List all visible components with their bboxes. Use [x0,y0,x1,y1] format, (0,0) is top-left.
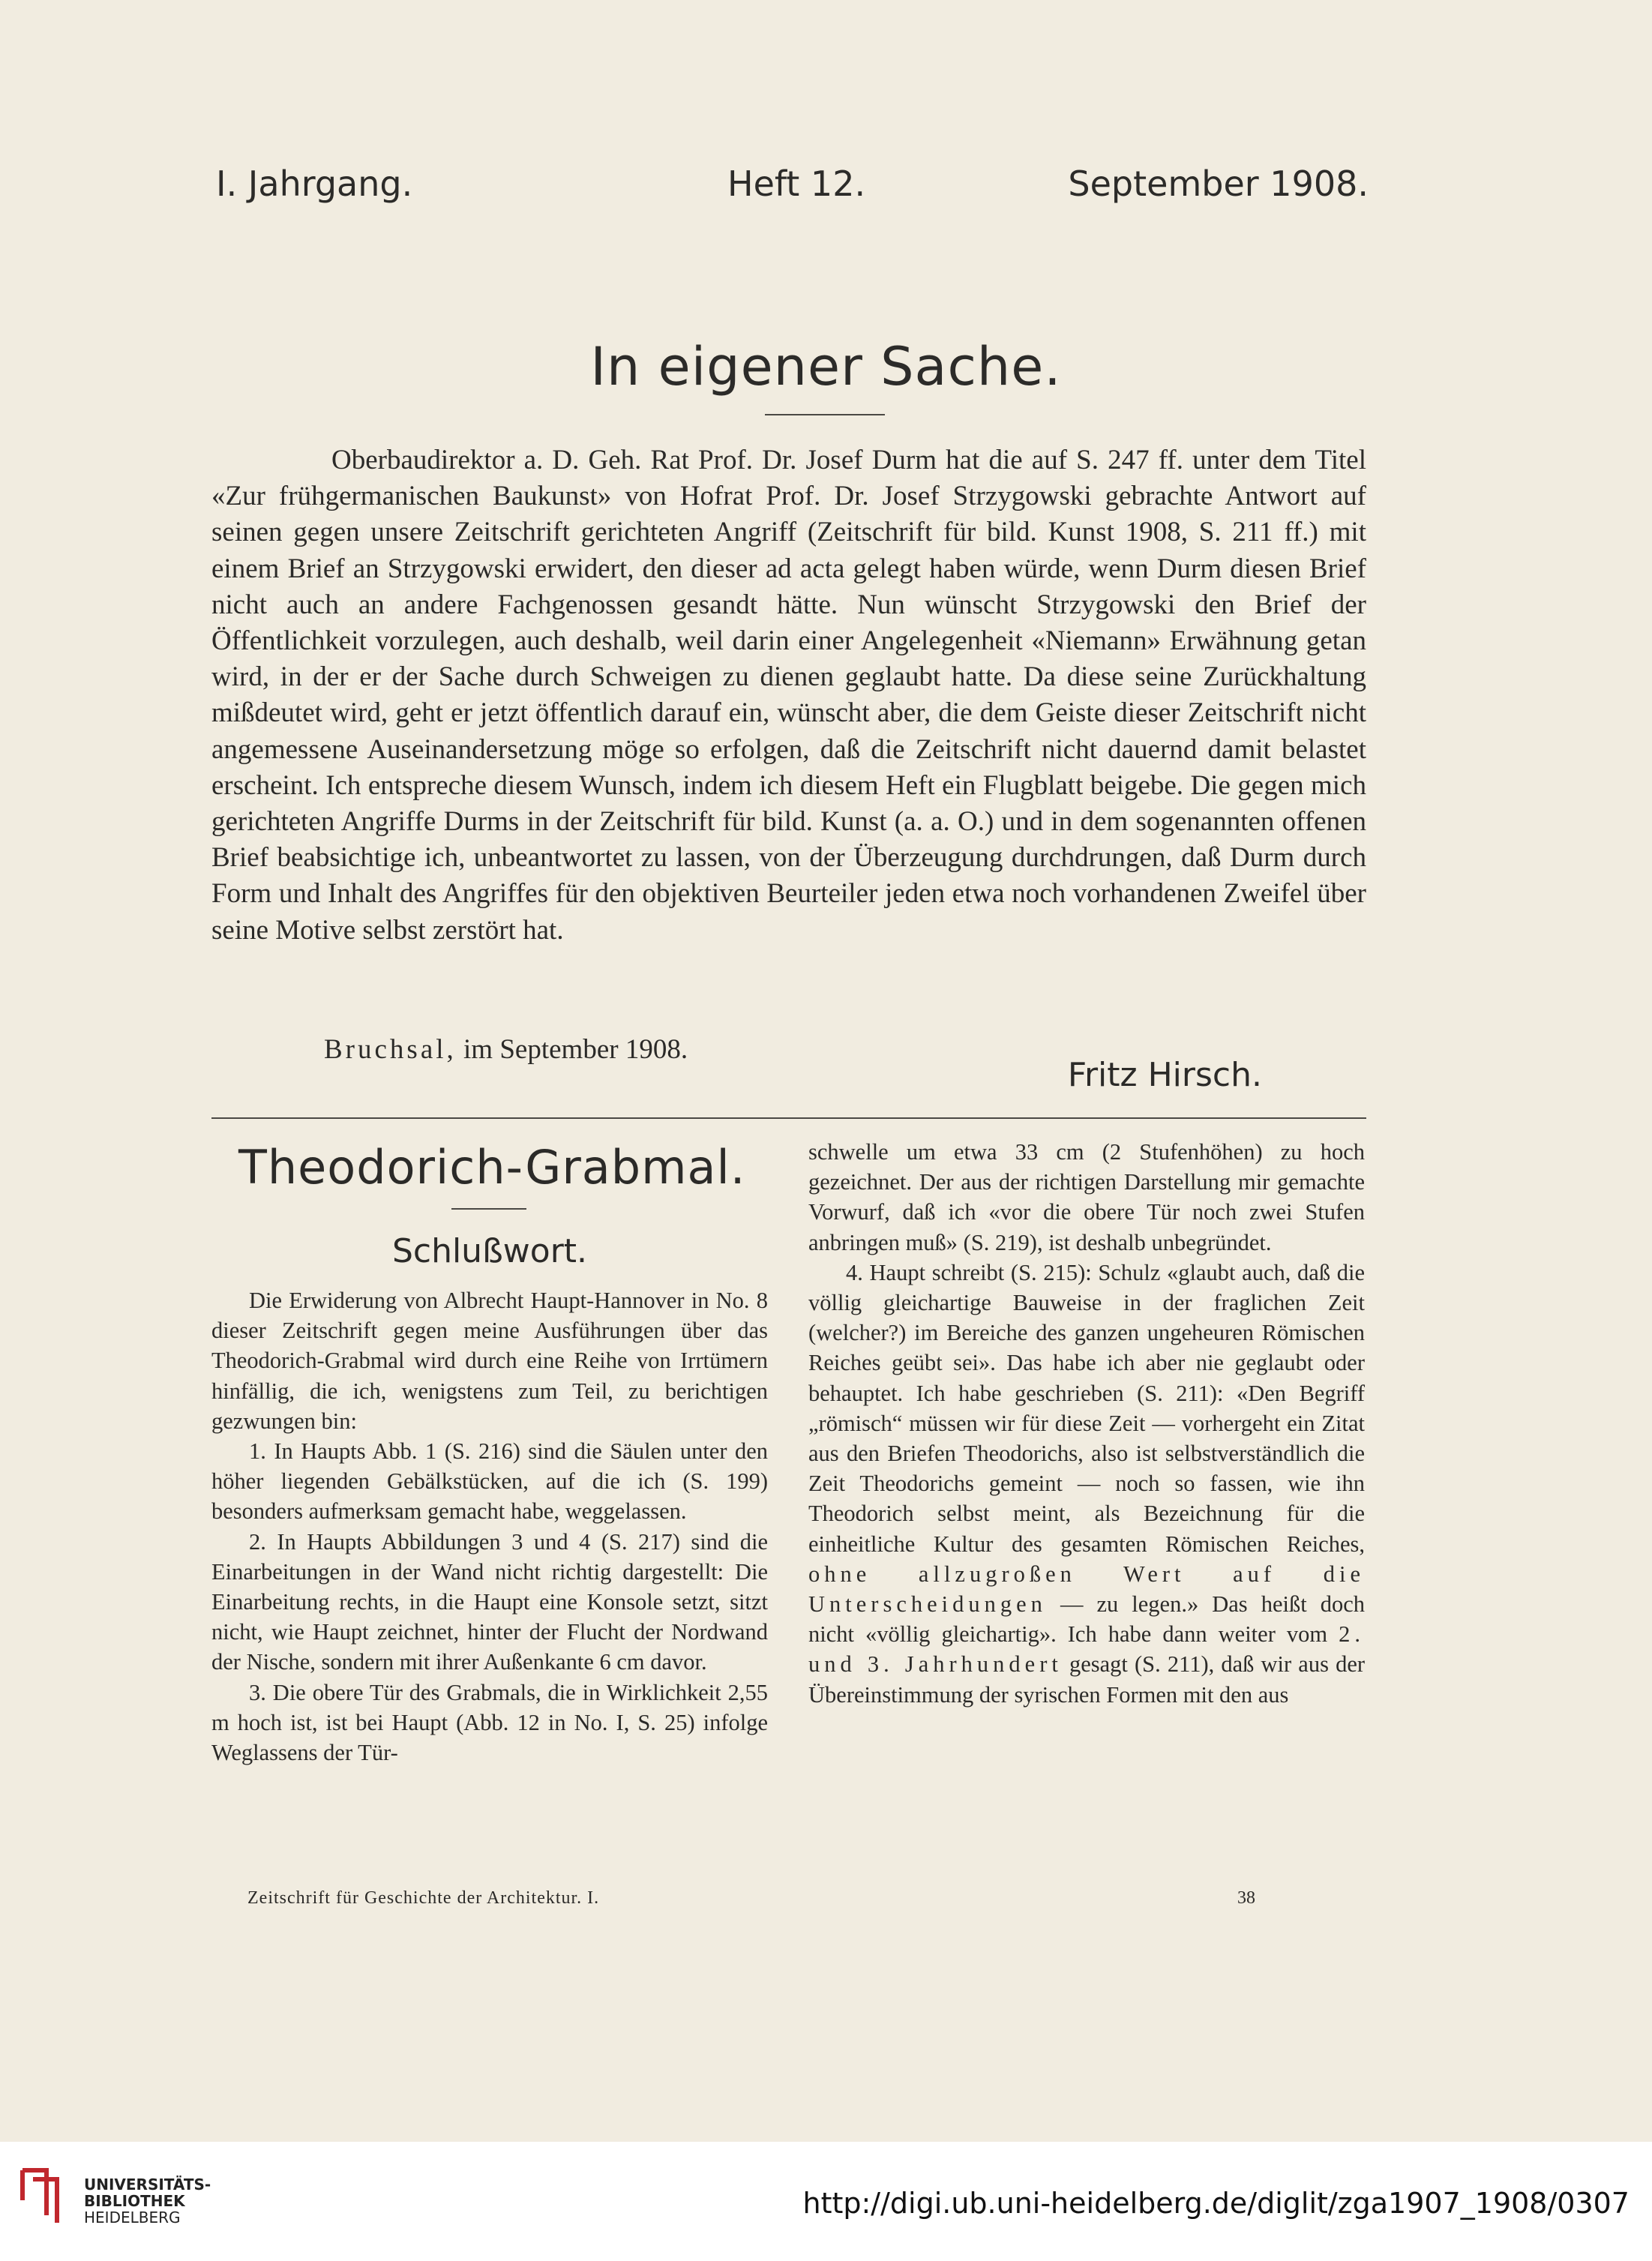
title-rule [765,414,885,415]
editorial-place-date [324,1033,688,1066]
emphasized-text: 2. und 3. Jahrhundert [808,1621,1366,1678]
editorial-body: Oberbaudirektor a. D. Geh. Rat Prof. Dr. Josef Durm hat die auf S. 247 ff. unter dem Titel «Zur frühgermanischen Baukunst» von Hofrat Prof. Dr. Josef Strzygowski gebrachte Antwort auf seinen gegen unsere Zeitschrift gerichteten Angriff (Zeitschrift für bild. Kunst 1908, S. 211 ff.) mit einem Brief an Strzygowski erwidert, den dieser ad acta gelegt haben würde, wenn Durm diesen Brief nicht auch an andere Fachgenossen gesandt hätte. Nun wünscht Strzygowski den Brief der Öffentlichkeit vorzulegen, auch deshalb, weil darin einer Angelegenheit «Niemann» Erwähnung getan wird, in der er der Sache durch Schweigen zu dienen geglaubt hatte. Da diese seine Zurückhaltung mißdeutet wird, geht er jetzt öffentlich darauf ein, wünscht aber, die dem Geiste dieser Zeitschrift nicht angemessene Auseinandersetzung möge so erfolgen, daß die Zeitschrift nicht dauernd damit belastet erscheint. Ich entspreche diesem Wunsch, indem ich diesem Heft ein Flugblatt beigebe. Die gegen mich gerichteten Angriffe Durms in der Zeitschrift für bild. Kunst (a. a. O.) und in dem sogenannten offenen Brief beabsichtige ich, unbeantwortet zu lassen, von der Überzeugung durchdrungen, daß Durm durch Form und Inhalt des Angriffes für den objektiven Beurteiler jeden etwa noch vorhandenen Zweifel über seine Motive selbst zerstört hat. [211,445,1366,946]
article-paragraph: schwelle um etwa 33 cm (2 Stufenhöhen) zu hoch gezeichnet. Der aus der richtigen Darstellung mir gemachte Vorwurf, daß ich «vor die obere Tür noch zwei Stufen anbringen muß» (S. 219), ist deshalb unbegründet. [808,1139,1365,1255]
library-logo-icon [16,2163,64,2226]
article-paragraph [808,1258,1365,1710]
library-bar [0,2142,1652,2261]
article-paragraph: 3. Die obere Tür des Grabmals, die in Wirklichkeit 2,55 m hoch ist, ist bei Haupt (Abb. 12 in No. I, S. 25) infolge Weglassens der Tür- [211,1679,768,1766]
article-right-column [808,1137,1365,1710]
text-run: 4. Haupt schreibt (S. 215): Schulz «glaubt auch, daß die völlig gleichartige Bauweise in der fraglichen Zeit (welcher?) im Bereiche des ganzen ungeheuren Römischen Reiches geübt sei». Das habe ich aber nie geglaubt oder behauptet. Ich habe geschrieben (S. 211): «Den Begriff „römisch“ müssen wir für diese Zeit — vorhergeht ein Zitat aus den Briefen Theodorichs, also ist selbstverständlich die Zeit Theodorichs gemeint — noch so fassen, wie ihn Theodorich selbst meint, als Bezeichnung für die einheitliche Kultur des gesamten Römischen Reiches, [808,1259,1365,1557]
article-title-rule [451,1208,526,1210]
header-issue: Heft 12. [727,163,866,204]
article-title: Theodorich-Grabmal. [238,1140,746,1195]
library-name-line: UNIVERSITÄTS- [84,2176,211,2194]
editorial-signature: Fritz Hirsch. [1067,1056,1262,1094]
text-run: gesagt (S. 211), daß wir aus der Übereinstimmung der syrischen Formen mit den aus [808,1651,1366,1708]
editorial-place: Bruchsal, [324,1034,457,1065]
footer-journal-name: Zeitschrift für Geschichte der Architektur. I. [247,1888,600,1908]
library-name [84,2176,211,2226]
article-subtitle: Schlußwort. [391,1232,588,1270]
library-name-line: HEIDELBERG [84,2209,181,2227]
article-left-column [211,1132,768,1768]
library-name-line: BIBLIOTHEK [84,2192,185,2210]
source-url-link[interactable]: http://digi.ub.uni-heidelberg.de/diglit/zga1907_1908/0307 [802,2187,1630,2220]
editorial-date: im September 1908. [463,1034,688,1065]
section-divider [211,1117,1366,1119]
editorial-title: In eigener Sache. [590,336,1062,397]
text-run: — zu legen.» Das heißt doch nicht «völlig gleichartig». Ich habe dann weiter vom [808,1591,1365,1648]
article-paragraph: Die Erwiderung von Albrecht Haupt-Hannover in No. 8 dieser Zeitschrift gegen meine Ausführungen über das Theodorich-Grabmal wird durch eine Reihe von Irrtümern hinfällig, die ich, wenigstens zum Teil, zu berichtigen gezwungen bin: [211,1288,768,1434]
header-date: September 1908. [1068,163,1369,204]
footer-page-number: 38 [1237,1888,1255,1908]
article-paragraph: 2. In Haupts Abbildungen 3 und 4 (S. 217) sind die Einarbeitungen in der Wand nicht richtig dargestellt: Die Einarbeitung rechts, in die Haupt eine Konsole setzt, sitzt nicht, wie Haupt zeichnet, hinter der Flucht der Nordwand der Nische, sondern mit ihrer Außenkante 6 cm davor. [211,1528,768,1675]
emphasized-text: ohne allzugroßen Wert auf die Unterscheidungen [808,1561,1365,1618]
article-paragraph: 1. In Haupts Abb. 1 (S. 216) sind die Säulen unter den höher liegenden Gebälkstücken, auf die ich (S. 199) besonders aufmerksam gemacht habe, weggelassen. [211,1438,768,1525]
header-volume: I. Jahrgang. [216,163,413,204]
article-left-text [211,1285,768,1768]
article-right-text [808,1137,1365,1710]
